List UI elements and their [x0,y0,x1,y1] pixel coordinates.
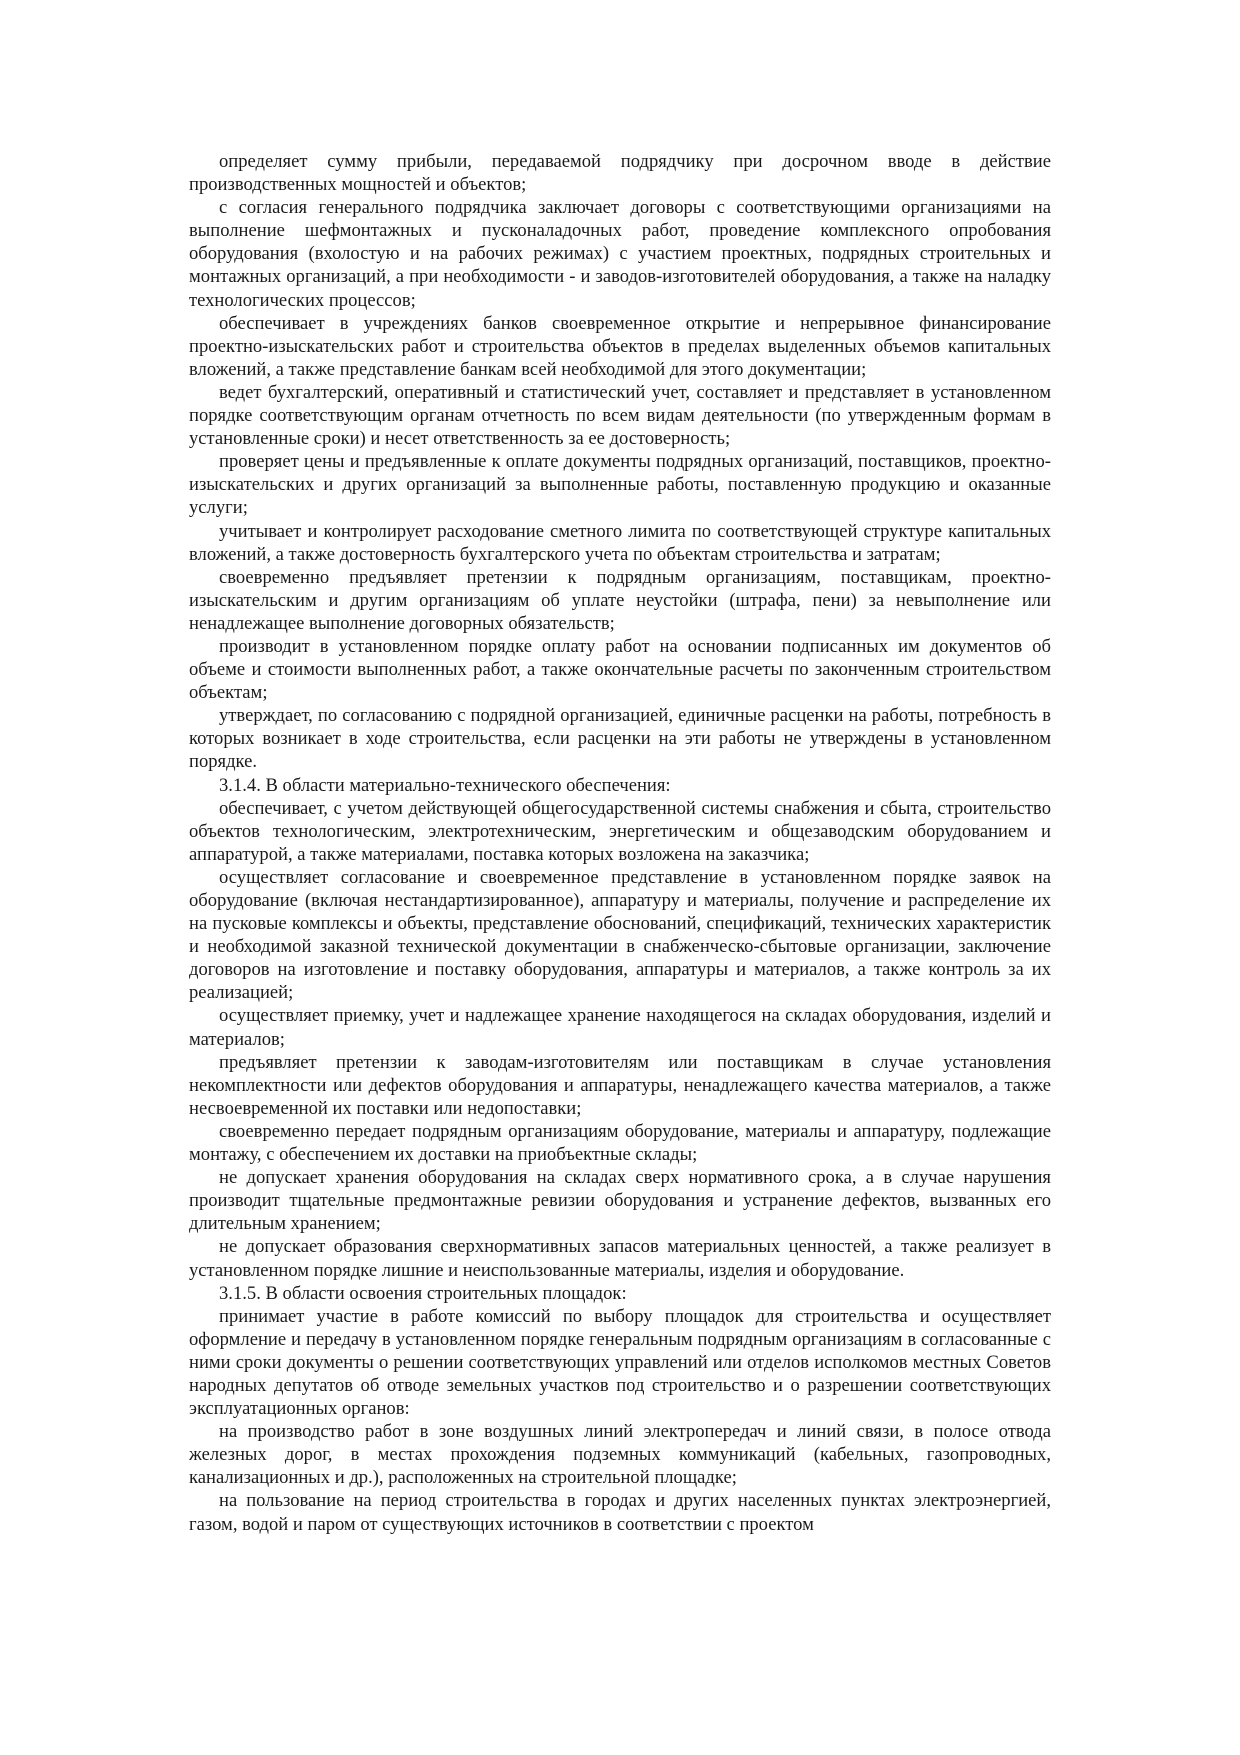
document-body [189,150,1051,1536]
section-heading-3-1-5: 3.1.5. В области освоения строительных площадок: [219,1282,627,1304]
paragraph: предъявляет претензии к заводам-изготовителям или поставщикам в случае установления некомплектности или дефектов оборудования и аппаратуры, ненадлежащего качества материалов, а также несвоевременной их поставки или недопоставки; [189,1051,1051,1119]
paragraph: своевременно предъявляет претензии к подрядным организациям, поставщикам, проектно-изыскательским и другим организациям об уплате неустойки (штрафа, пени) за невыполнение или ненадлежащее выполнение договорных обязательств; [189,566,1051,634]
paragraph: проверяет цены и предъявленные к оплате документы подрядных организаций, поставщиков, проектно-изыскательских и других организаций за выполненные работы, поставленную продукцию и оказанные услуги; [189,451,1051,519]
paragraph: осуществляет согласование и своевременное представление в установленном порядке заявок на оборудование (включая нестандартизированное), аппаратуру и материалы, получение и распределение их на пусковые комплексы и объекты, представление обоснований, спецификаций, технических характеристик и необходимой заказной технической документации в снабженческо-сбытовые организации, заключение договоров на изготовление и поставку оборудования, аппаратуры и материалов, а также контроль за их реализацией; [189,866,1051,1004]
paragraph: своевременно передает подрядным организациям оборудование, материалы и аппаратуру, подлежащие монтажу, с обеспечением их доставки на приобъектные склады; [189,1120,1051,1166]
paragraph: определяет сумму прибыли, передаваемой подрядчику при досрочном вводе в действие производственных мощностей и объектов; [189,151,1051,196]
paragraph: обеспечивает в учреждениях банков своевременное открытие и непрерывное финансирование проектно-изыскательских работ и строительства объектов в пределах выделенных объемов капитальных вложений, а также представление банкам всей необходимой для этого документации; [189,312,1051,380]
paragraph: осуществляет приемку, учет и надлежащее хранение находящегося на складах оборудования, изделий и материалов; [189,1005,1051,1050]
paragraph: учитывает и контролирует расходование сметного лимита по соответствующей структуре капитальных вложений, а также достоверность бухгалтерского учета по объектам строительства и затратам; [189,520,1051,565]
paragraph: не допускает образования сверхнормативных запасов материальных ценностей, а также реализует в установленном порядке лишние и неиспользованные материалы, изделия и оборудование. [189,1236,1051,1281]
section-heading-3-1-4: 3.1.4. В области материально-технического обеспечения: [219,774,671,796]
paragraph: производит в установленном порядке оплату работ на основании подписанных им документов об объеме и стоимости выполненных работ, а также окончательные расчеты по законченным строительством объектам; [189,635,1051,704]
paragraph: принимает участие в работе комиссий по выбору площадок для строительства и осуществляет оформление и передачу в установленном порядке генеральным подрядным организациям в согласованные с ними сроки документы о решении соответствующих управлений или отделов исполкомов местных Советов народных депутатов об отводе земельных участков под строительство и о разрешении соответствующих эксплуатационных органов: [189,1305,1051,1420]
paragraph: на пользование на период строительства в городах и других населенных пунктах электроэнергией, газом, водой и паром от существующих источников в соответствии с проектом [189,1490,1051,1535]
paragraph: с согласия генерального подрядчика заключает договоры с соответствующими организациями на выполнение шефмонтажных и пусконаладочных работ, проведение комплексного опробования оборудования (вхолостую и на рабочих режимах) с участием проектных, подрядных строительных и монтажных организаций, а при необходимости - и заводов-изготовителей оборудования, а также на наладку технологических процессов; [189,197,1051,311]
paragraph: на производство работ в зоне воздушных линий электропередач и линий связи, в полосе отвода железных дорог, в местах прохождения подземных коммуникаций (кабельных, газопроводных, канализационных и др.), расположенных на строительной площадке; [189,1421,1051,1489]
paragraph: обеспечивает, с учетом действующей общегосударственной системы снабжения и сбыта, строительство объектов технологическим, электротехническим, энергетическим и общезаводским оборудованием и аппаратурой, а также материалами, поставка которых возложена на заказчика; [189,797,1051,865]
paragraph: ведет бухгалтерский, оперативный и статистический учет, составляет и представляет в установленном порядке соответствующим органам отчетность по всем видам деятельности (по утвержденным формам в установленные сроки) и несет ответственность за ее достоверность; [189,381,1051,450]
paragraph: утверждает, по согласованию с подрядной организацией, единичные расценки на работы, потребность в которых возникает в ходе строительства, если расценки на эти работы не утверждены в установленном порядке. [189,705,1051,773]
paragraph: не допускает хранения оборудования на складах сверх нормативного срока, а в случае нарушения производит тщательные предмонтажные ревизии оборудования и устранение дефектов, вызванных его длительным хранением; [189,1167,1051,1235]
